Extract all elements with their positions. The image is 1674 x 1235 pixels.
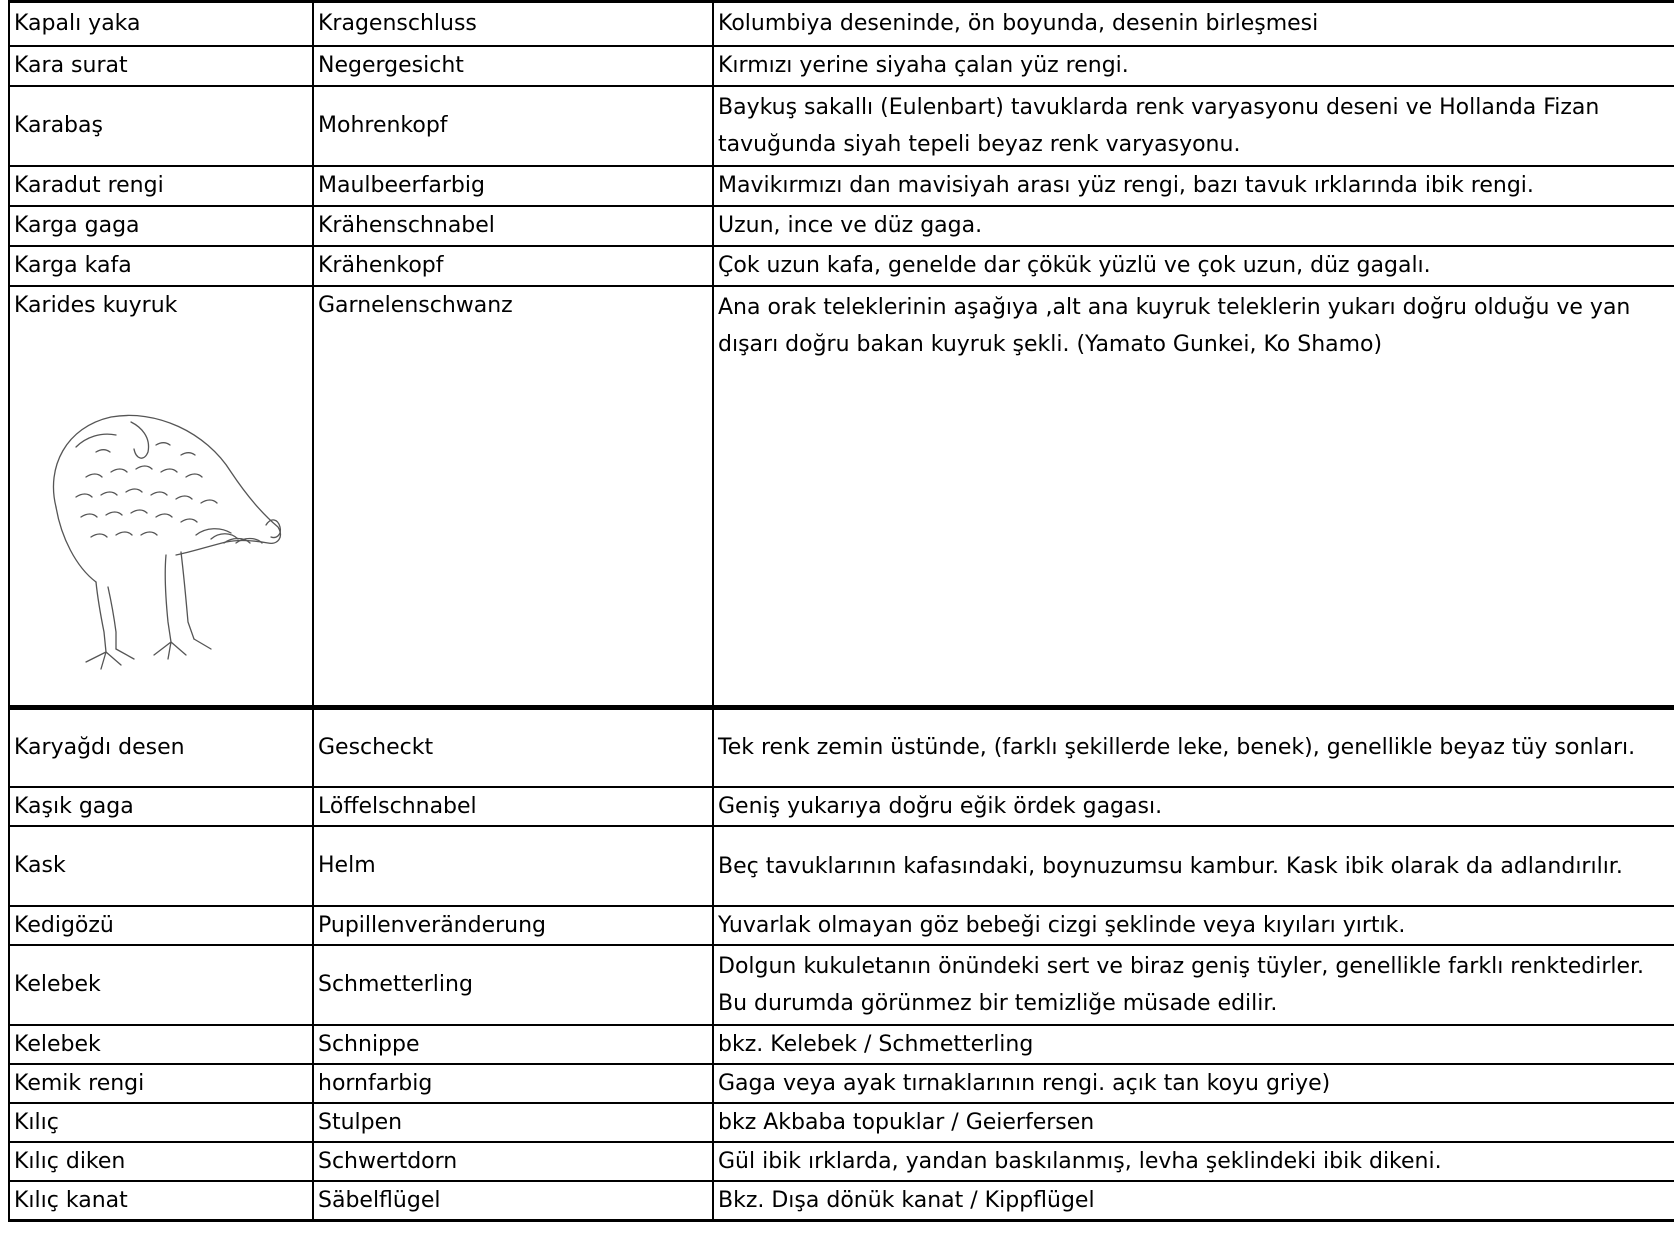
table-row xyxy=(9,166,1674,206)
table-row xyxy=(9,1142,1674,1181)
turkish-term: Karga gaga xyxy=(9,206,313,246)
table-row xyxy=(9,86,1674,166)
german-term: Säbelflügel xyxy=(313,1181,713,1221)
term-description: bkz. Kelebek / Schmetterling xyxy=(713,1025,1674,1064)
table-row xyxy=(9,206,1674,246)
table-row xyxy=(9,826,1674,906)
german-term: Helm xyxy=(313,826,713,906)
turkish-term-cell xyxy=(9,286,313,708)
table-row xyxy=(9,1064,1674,1103)
term-description: Çok uzun kafa, genelde dar çökük yüzlü ve çok uzun, düz gagalı. xyxy=(713,246,1674,286)
german-term: Maulbeerfarbig xyxy=(313,166,713,206)
turkish-term: Kılıç diken xyxy=(9,1142,313,1181)
german-term: Schmetterling xyxy=(313,945,713,1025)
german-term: Löffelschnabel xyxy=(313,787,713,826)
table-row xyxy=(9,906,1674,945)
term-description: Ana orak teleklerinin aşağıya ,alt ana kuyruk teleklerin yukarı doğru olduğu ve yan dışarı doğru bakan kuyruk şekli. (Yamato Gunkei, Ko Shamo) xyxy=(713,286,1674,708)
term-description: Kırmızı yerine siyaha çalan yüz rengi. xyxy=(713,46,1674,86)
german-term: Kragenschluss xyxy=(313,2,713,46)
turkish-term: Kelebek xyxy=(9,945,313,1025)
german-term: Gescheckt xyxy=(313,707,713,787)
turkish-term: Kapalı yaka xyxy=(9,2,313,46)
turkish-term: Kelebek xyxy=(9,1025,313,1064)
german-term: Garnelenschwanz xyxy=(313,286,713,708)
table-row xyxy=(9,1103,1674,1142)
table-row xyxy=(9,46,1674,86)
turkish-term: Karyağdı desen xyxy=(9,707,313,787)
turkish-term: Kedigözü xyxy=(9,906,313,945)
table-row xyxy=(9,945,1674,1025)
term-description: Tek renk zemin üstünde, (farklı şekillerde leke, benek), genellikle beyaz tüy sonları. xyxy=(713,707,1674,787)
german-term: Pupillenveränderung xyxy=(313,906,713,945)
turkish-term: Karabaş xyxy=(9,86,313,166)
turkish-term: Karga kafa xyxy=(9,246,313,286)
turkish-term: Kaşık gaga xyxy=(9,787,313,826)
table-row xyxy=(9,246,1674,286)
term-description: bkz Akbaba topuklar / Geierfersen xyxy=(713,1103,1674,1142)
shrimp-tail-rooster-illustration xyxy=(16,377,296,677)
table-row xyxy=(9,707,1674,787)
german-term: Schwertdorn xyxy=(313,1142,713,1181)
term-description: Gaga veya ayak tırnaklarının rengi. açık tan koyu griye) xyxy=(713,1064,1674,1103)
german-term: Mohrenkopf xyxy=(313,86,713,166)
table-row xyxy=(9,1181,1674,1221)
term-description: Mavikırmızı dan mavisiyah arası yüz rengi, bazı tavuk ırklarında ibik rengi. xyxy=(713,166,1674,206)
german-term: Krähenschnabel xyxy=(313,206,713,246)
table-row xyxy=(9,2,1674,46)
turkish-term: Kılıç xyxy=(9,1103,313,1142)
german-term: Negergesicht xyxy=(313,46,713,86)
glossary-table xyxy=(8,0,1674,1222)
term-description: Baykuş sakallı (Eulenbart) tavuklarda renk varyasyonu deseni ve Hollanda Fizan tavuğunda siyah tepeli beyaz renk varyasyonu. xyxy=(713,86,1674,166)
turkish-term: Karides kuyruk xyxy=(14,292,178,318)
turkish-term: Kılıç kanat xyxy=(9,1181,313,1221)
table-row xyxy=(9,787,1674,826)
term-description: Beç tavuklarının kafasındaki, boynuzumsu kambur. Kask ibik olarak da adlandırılır. xyxy=(713,826,1674,906)
term-description: Dolgun kukuletanın önündeki sert ve biraz geniş tüyler, genellikle farklı renktedirler. Bu durumda görünmez bir temizliğe müsade edilir. xyxy=(713,945,1674,1025)
term-description: Geniş yukarıya doğru eğik ördek gagası. xyxy=(713,787,1674,826)
term-description: Gül ibik ırklarda, yandan baskılanmış, levha şeklindeki ibik dikeni. xyxy=(713,1142,1674,1181)
turkish-term: Kemik rengi xyxy=(9,1064,313,1103)
turkish-term: Kask xyxy=(9,826,313,906)
table-row xyxy=(9,286,1674,708)
term-description: Bkz. Dışa dönük kanat / Kippflügel xyxy=(713,1181,1674,1221)
term-description: Kolumbiya deseninde, ön boyunda, desenin birleşmesi xyxy=(713,2,1674,46)
turkish-term: Karadut rengi xyxy=(9,166,313,206)
german-term: Schnippe xyxy=(313,1025,713,1064)
german-term: Krähenkopf xyxy=(313,246,713,286)
german-term: Stulpen xyxy=(313,1103,713,1142)
term-description: Uzun, ince ve düz gaga. xyxy=(713,206,1674,246)
german-term: hornfarbig xyxy=(313,1064,713,1103)
term-description: Yuvarlak olmayan göz bebeği cizgi şeklinde veya kıyıları yırtık. xyxy=(713,906,1674,945)
table-row xyxy=(9,1025,1674,1064)
turkish-term: Kara surat xyxy=(9,46,313,86)
